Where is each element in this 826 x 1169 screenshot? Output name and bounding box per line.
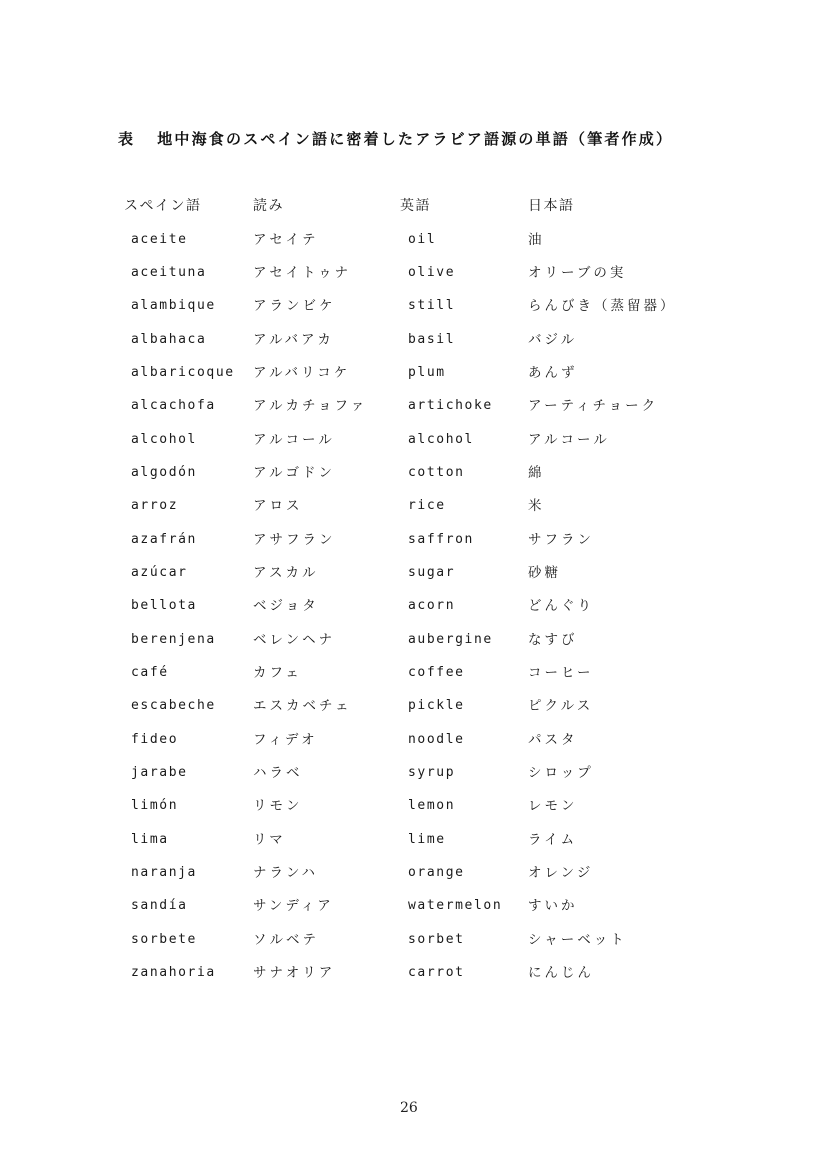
table-row: [0, 595, 826, 617]
header-english: 英語: [400, 198, 431, 214]
cell-english: coffee: [408, 665, 465, 680]
cell-reading: アルゴドン: [253, 465, 335, 481]
cell-japanese: バジル: [528, 332, 578, 348]
header-spanish: スペイン語: [124, 198, 202, 214]
table-row: [0, 462, 826, 484]
cell-english: saffron: [408, 532, 474, 547]
cell-reading: ベジョタ: [253, 598, 319, 614]
cell-japanese: ライム: [528, 832, 578, 848]
cell-japanese: アーティチョーク: [528, 398, 659, 414]
cell-spanish: albahaca: [131, 332, 207, 347]
cell-reading: アルコール: [253, 432, 335, 448]
cell-japanese: レモン: [528, 798, 578, 814]
cell-japanese: コーヒー: [528, 665, 594, 681]
cell-reading: アサフラン: [253, 532, 336, 548]
cell-reading: アルカチョファ: [253, 398, 368, 414]
cell-japanese: らんびき（蒸留器）: [528, 298, 677, 314]
cell-japanese: シロップ: [528, 765, 594, 781]
cell-english: aubergine: [408, 632, 493, 647]
cell-english: carrot: [408, 965, 465, 980]
table-row: [0, 562, 826, 584]
cell-reading: アルバアカ: [253, 332, 334, 348]
cell-english: basil: [408, 332, 456, 347]
cell-spanish: alcohol: [131, 432, 197, 447]
cell-reading: ソルベテ: [253, 932, 319, 948]
cell-japanese: パスタ: [528, 732, 578, 748]
cell-spanish: fideo: [131, 732, 179, 747]
cell-spanish: bellota: [131, 598, 197, 613]
cell-spanish: algodón: [131, 465, 197, 480]
cell-spanish: escabeche: [131, 698, 216, 713]
cell-reading: リマ: [253, 832, 286, 848]
cell-spanish: berenjena: [131, 632, 216, 647]
table-caption: [118, 128, 673, 149]
cell-japanese: オレンジ: [528, 865, 594, 881]
cell-english: cotton: [408, 465, 465, 480]
cell-reading: ベレンヘナ: [253, 632, 336, 648]
cell-japanese: サフラン: [528, 532, 594, 548]
table-row: [0, 729, 826, 751]
cell-spanish: zanahoria: [131, 965, 216, 980]
cell-japanese: なすび: [528, 632, 578, 648]
cell-reading: アセイトゥナ: [253, 265, 352, 281]
cell-japanese: ピクルス: [528, 698, 594, 714]
cell-spanish: sorbete: [131, 932, 197, 947]
cell-japanese: 米: [528, 498, 545, 514]
table-row: [0, 829, 826, 851]
table-caption-text: 地中海食のスペイン語に密着したアラビア語源の単語（筆者作成）: [157, 130, 674, 148]
cell-reading: ナランハ: [253, 865, 319, 881]
table-caption-label: 表: [118, 130, 136, 148]
cell-reading: ハラベ: [253, 765, 303, 781]
cell-english: plum: [408, 365, 446, 380]
cell-reading: リモン: [253, 798, 303, 814]
table-row: [0, 262, 826, 284]
cell-english: watermelon: [408, 898, 503, 913]
cell-spanish: jarabe: [131, 765, 188, 780]
cell-english: sugar: [408, 565, 456, 580]
cell-reading: アランビケ: [253, 298, 336, 314]
table-row: [0, 662, 826, 684]
page-number: 26: [400, 1100, 418, 1116]
cell-japanese: すいか: [528, 898, 578, 914]
cell-spanish: limón: [131, 798, 179, 813]
cell-english: still: [408, 298, 456, 313]
cell-spanish: azúcar: [131, 565, 188, 580]
cell-english: rice: [408, 498, 446, 513]
cell-spanish: café: [131, 665, 169, 680]
cell-reading: アロス: [253, 498, 303, 514]
cell-spanish: alambique: [131, 298, 216, 313]
header-reading: 読み: [253, 198, 284, 214]
cell-reading: アセイテ: [253, 232, 319, 248]
cell-english: sorbet: [408, 932, 465, 947]
cell-reading: アスカル: [253, 565, 319, 581]
cell-spanish: naranja: [131, 865, 197, 880]
cell-reading: サナオリア: [253, 965, 336, 981]
cell-japanese: オリーブの実: [528, 265, 627, 281]
table-row: [0, 229, 826, 251]
cell-english: olive: [408, 265, 456, 280]
cell-reading: サンディア: [253, 898, 334, 914]
cell-reading: エスカベチェ: [253, 698, 352, 714]
cell-reading: フィデオ: [253, 732, 318, 748]
cell-japanese: アルコール: [528, 432, 610, 448]
table-row: [0, 329, 826, 351]
table-row: [0, 429, 826, 451]
cell-japanese: 油: [528, 232, 545, 248]
table-row: [0, 895, 826, 917]
cell-reading: カフェ: [253, 665, 302, 681]
table-row: [0, 762, 826, 784]
cell-spanish: azafrán: [131, 532, 197, 547]
cell-japanese: 砂糖: [528, 565, 561, 581]
table-row: [0, 695, 826, 717]
table-row: [0, 529, 826, 551]
cell-english: acorn: [408, 598, 456, 613]
table-row: [0, 795, 826, 817]
table-row: [0, 862, 826, 884]
cell-spanish: lima: [131, 832, 169, 847]
cell-japanese: どんぐり: [528, 598, 594, 614]
cell-japanese: にんじん: [528, 965, 594, 981]
cell-japanese: あんず: [528, 365, 578, 381]
cell-spanish: aceituna: [131, 265, 207, 280]
cell-reading: アルバリコケ: [253, 365, 351, 381]
cell-english: artichoke: [408, 398, 493, 413]
cell-spanish: alcachofa: [131, 398, 216, 413]
cell-english: oil: [408, 232, 437, 247]
cell-spanish: arroz: [131, 498, 179, 513]
table-row: [0, 629, 826, 651]
table-row: [0, 395, 826, 417]
table-row: [0, 962, 826, 984]
cell-english: syrup: [408, 765, 456, 780]
cell-japanese: シャーベット: [528, 932, 627, 948]
table-header-row: [0, 195, 826, 217]
cell-english: lemon: [408, 798, 456, 813]
cell-english: alcohol: [408, 432, 474, 447]
table-row: [0, 929, 826, 951]
cell-english: lime: [408, 832, 446, 847]
cell-japanese: 綿: [528, 465, 545, 481]
header-japanese: 日本語: [528, 198, 575, 214]
cell-spanish: aceite: [131, 232, 188, 247]
cell-spanish: albaricoque: [131, 365, 235, 380]
cell-english: orange: [408, 865, 465, 880]
table-row: [0, 295, 826, 317]
cell-english: noodle: [408, 732, 465, 747]
table-row: [0, 362, 826, 384]
table-row: [0, 495, 826, 517]
cell-english: pickle: [408, 698, 465, 713]
cell-spanish: sandía: [131, 898, 188, 913]
